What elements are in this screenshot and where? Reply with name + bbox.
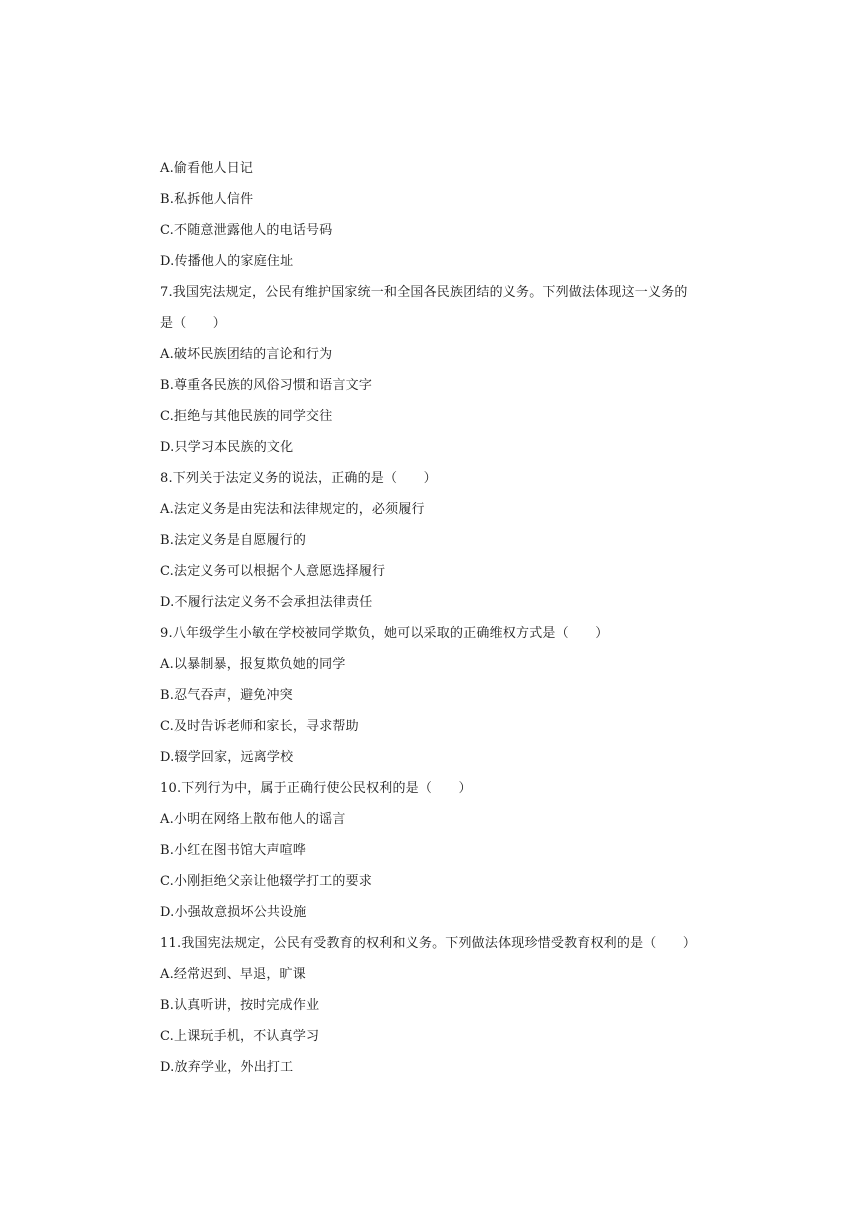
question-9-stem: 9.八年级学生小敏在学校被同学欺负，她可以采取的正确维权方式是（ ） [160,626,609,641]
option-11b: B.认真听讲，按时完成作业 [160,998,320,1013]
option-6a: A.偷看他人日记 [160,161,254,176]
question-7-stem: 7.我国宪法规定，公民有维护国家统一和全国各民族团结的义务。下列做法体现这一义务的 [160,285,688,300]
option-9c: C.及时告诉老师和家长，寻求帮助 [160,719,359,734]
option-8c: C.法定义务可以根据个人意愿选择履行 [160,564,386,579]
question-7-stem-cont: 是（ ） [160,316,227,331]
option-11d: D.放弃学业，外出打工 [160,1060,294,1075]
option-11c: C.上课玩手机，不认真学习 [160,1029,320,1044]
option-7c: C.拒绝与其他民族的同学交往 [160,409,333,424]
option-8d: D.不履行法定义务不会承担法律责任 [160,595,373,610]
question-10-stem: 10.下列行为中，属于正确行使公民权利的是（ ） [160,781,472,796]
option-8a: A.法定义务是由宪法和法律规定的，必须履行 [160,502,425,517]
option-9d: D.辍学回家，远离学校 [160,750,294,765]
option-7d: D.只学习本民族的文化 [160,440,294,455]
option-10b: B.小红在图书馆大声喧哗 [160,843,307,858]
option-10c: C.小刚拒绝父亲让他辍学打工的要求 [160,874,373,889]
question-11-stem: 11.我国宪法规定，公民有受教育的权利和义务。下列做法体现珍惜受教育权利的是（ ） [160,936,697,951]
question-8-stem: 8.下列关于法定义务的说法，正确的是（ ） [160,471,437,486]
option-8b: B.法定义务是自愿履行的 [160,533,307,548]
option-6c: C.不随意泄露他人的电话号码 [160,223,333,238]
option-7a: A.破坏民族团结的言论和行为 [160,347,333,362]
option-11a: A.经常迟到、早退，旷课 [160,967,306,982]
option-9a: A.以暴制暴，报复欺负她的同学 [160,657,346,672]
option-7b: B.尊重各民族的风俗习惯和语言文字 [160,378,373,393]
question-text-block [160,153,720,1083]
option-10d: D.小强故意损坏公共设施 [160,905,307,920]
option-6d: D.传播他人的家庭住址 [160,254,294,269]
option-6b: B.私拆他人信件 [160,192,254,207]
option-9b: B.忍气吞声，避免冲突 [160,688,293,703]
option-10a: A.小明在网络上散布他人的谣言 [160,812,346,827]
